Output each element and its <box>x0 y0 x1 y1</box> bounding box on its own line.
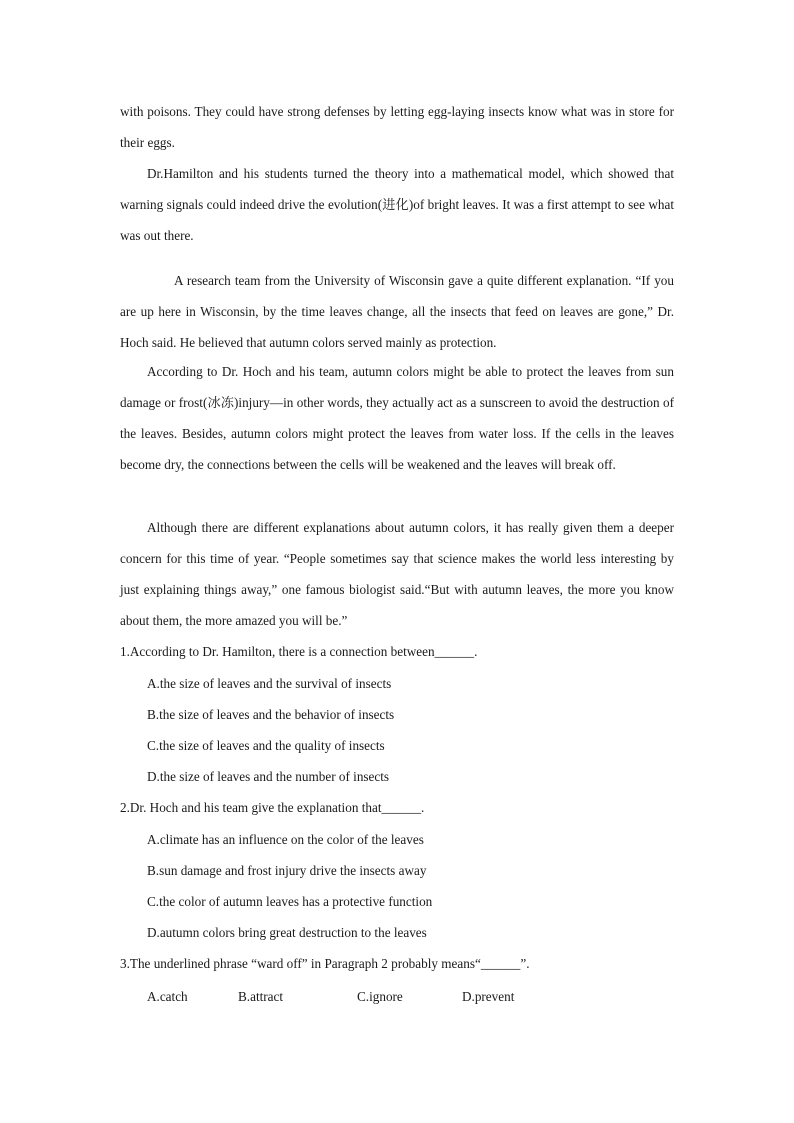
question-1-option-c: C.the size of leaves and the quality of insects <box>147 738 385 753</box>
question-2-option-a: A.climate has an influence on the color of the leaves <box>147 832 424 847</box>
question-2-option-d: D.autumn colors bring great destruction to the leaves <box>147 925 427 940</box>
question-1-option-b: B.the size of leaves and the behavior of insects <box>147 707 395 722</box>
question-2-option-b: B.sun damage and frost injury drive the insects away <box>147 863 427 878</box>
passage-paragraph-hamilton-model: Dr.Hamilton and his students turned the theory into a mathematical model, which showed that warning signals could indeed drive the evolution(进化)of bright leaves. It was a first attempt to see what was out there. <box>120 166 674 243</box>
question-2-stem: 2.Dr. Hoch and his team give the explanation that______. <box>120 800 425 815</box>
passage-paragraph-hoch-protection: According to Dr. Hoch and his team, autumn colors might be able to protect the leaves from sun damage or frost(冰冻)injury—in other words, they actually act as a sunscreen to avoid the destruction of the leaves. Besides, autumn colors might protect the leaves from water loss. If the cells in the leaves become dry, the connections between the cells will be weakened and the leaves will break off. <box>120 364 674 472</box>
question-2-option-c: C.the color of autumn leaves has a protective function <box>147 894 433 909</box>
passage-paragraph-conclusion: Although there are different explanations about autumn colors, it has really given them a deeper concern for this time of year. “People sometimes say that science makes the world less interesting by just explaining things away,” one famous biologist said.“But with autumn leaves, the more you know about them, the more amazed you will be.” <box>120 520 674 628</box>
question-3-stem: 3.The underlined phrase “ward off” in Paragraph 2 probably means“______”. <box>120 956 530 971</box>
question-1-option-d: D.the size of leaves and the number of insects <box>147 769 390 784</box>
passage-paragraph-continued: with poisons. They could have strong defenses by letting egg-laying insects know what was in store for their eggs. <box>120 104 674 150</box>
passage-paragraph-wisconsin-team: A research team from the University of Wisconsin gave a quite different explanation. “If you are up here in Wisconsin, by the time leaves change, all the insects that feed on leaves are gone,” Dr. Hoch said. He believed that autumn colors served mainly as protection. <box>120 273 674 350</box>
question-3-option-b: B.attract <box>238 989 284 1004</box>
question-1-stem: 1.According to Dr. Hamilton, there is a connection between______. <box>120 644 478 659</box>
question-3-option-a: A.catch <box>147 989 188 1004</box>
question-1-option-a: A.the size of leaves and the survival of insects <box>147 676 392 691</box>
question-3-option-c: C.ignore <box>357 989 403 1004</box>
question-3-option-d: D.prevent <box>462 989 515 1004</box>
